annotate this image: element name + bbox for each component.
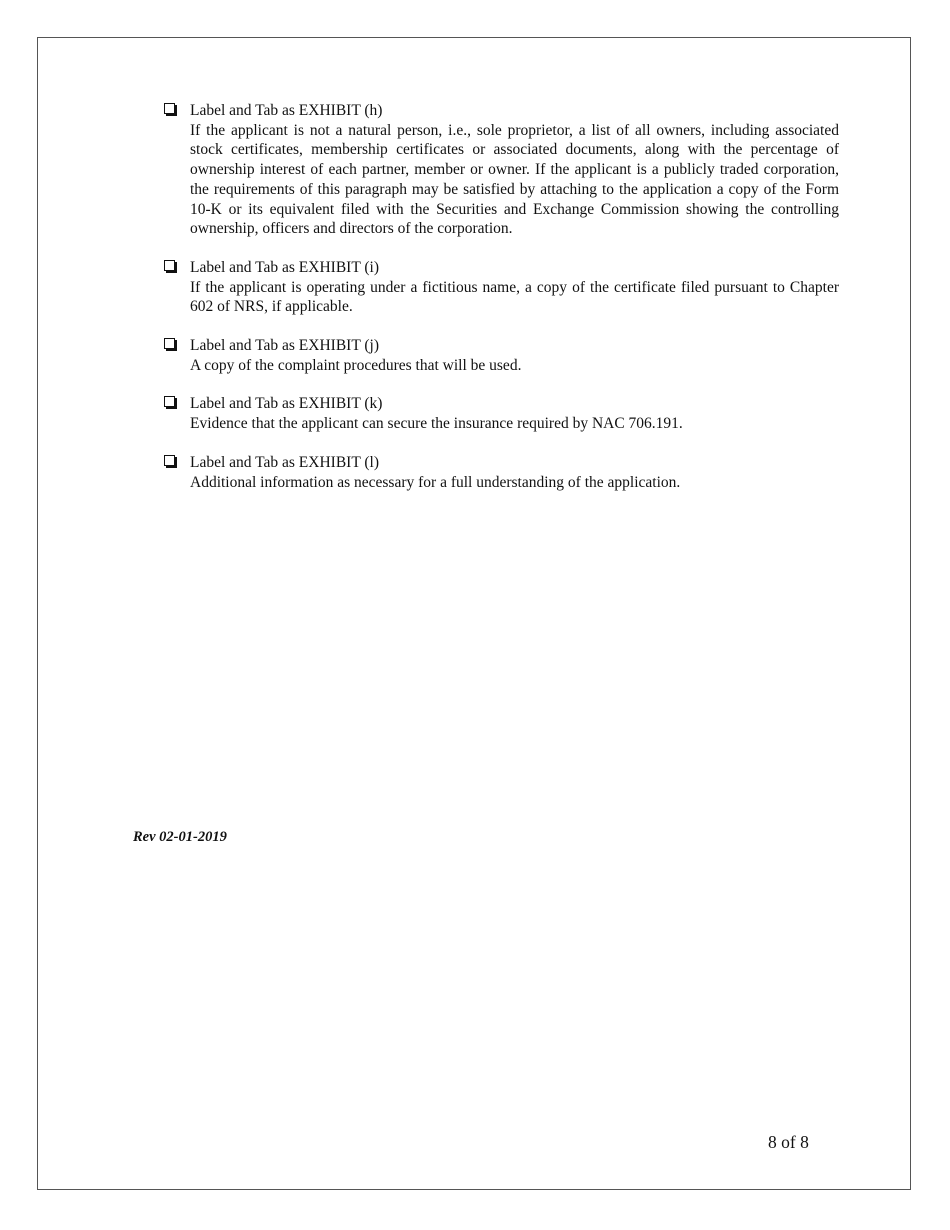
checkbox-icon[interactable] <box>164 338 175 349</box>
exhibit-label: Label and Tab as EXHIBIT (h) <box>190 102 383 119</box>
exhibit-description: Evidence that the applicant can secure the insurance required by NAC 706.191. <box>190 415 683 433</box>
exhibit-description: If the applicant is not a natural person, i.e., sole proprietor, a list of all owners, including associated stock certificates, membership certificates or associated documents, along with the percentage of ownership interest of each partner, member or owner. If the applicant is a publicly traded corporation, the requirements of this paragraph may be satisfied by attaching to the application a copy of the Form 10-K or its equivalent filed with the Securities and Exchange Commission showing the controlling ownership, officers and directors of the corporation. <box>190 121 839 238</box>
checklist-item-exhibit-h <box>162 101 839 239</box>
checkbox-icon[interactable] <box>164 103 175 114</box>
page-number: 8 of 8 <box>768 1132 809 1152</box>
checkbox-icon[interactable] <box>164 455 175 466</box>
exhibit-label: Label and Tab as EXHIBIT (i) <box>190 258 380 276</box>
exhibit-description: If the applicant is operating under a fictitious name, a copy of the certificate filed pursuant to Chapter 602 of NRS, if applicable. <box>190 278 839 316</box>
checkbox-icon[interactable] <box>164 260 175 271</box>
exhibit-label: Label and Tab as EXHIBIT (k) <box>190 395 383 413</box>
exhibit-description: A copy of the complaint procedures that will be used. <box>190 356 522 374</box>
exhibit-label: Label and Tab as EXHIBIT (j) <box>190 337 380 355</box>
exhibit-checklist <box>162 101 839 511</box>
checklist-item-exhibit-i <box>162 258 839 317</box>
checklist-item-exhibit-j <box>162 336 839 375</box>
checklist-item-exhibit-l <box>162 453 839 492</box>
revision-note: Rev 02-01-2019 <box>133 829 227 845</box>
exhibit-label: Label and Tab as EXHIBIT (l) <box>190 453 380 471</box>
checklist-item-exhibit-k <box>162 394 839 433</box>
checkbox-icon[interactable] <box>164 396 175 407</box>
exhibit-description: Additional information as necessary for a full understanding of the application. <box>190 473 681 491</box>
